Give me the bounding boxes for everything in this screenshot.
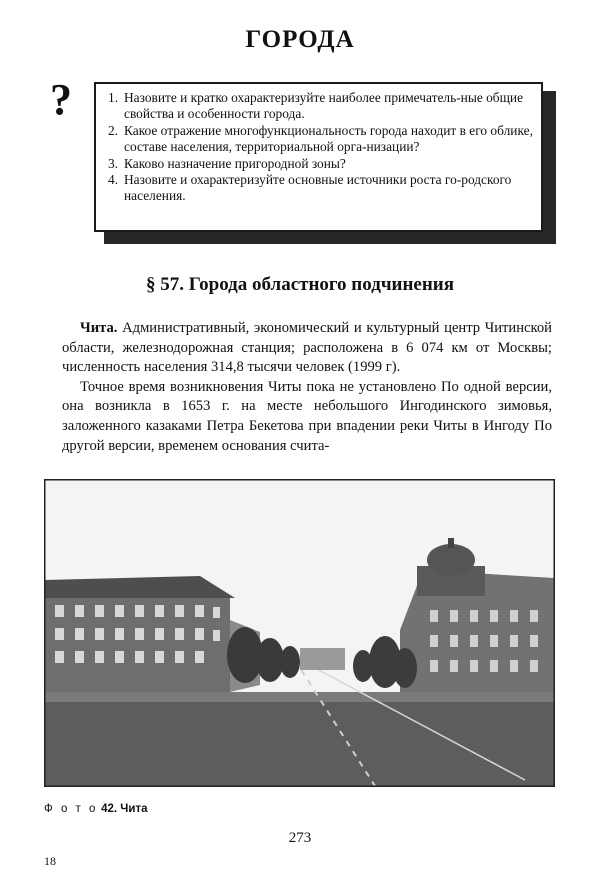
dome bbox=[427, 544, 475, 576]
photo-caption bbox=[44, 803, 147, 815]
body-text bbox=[62, 319, 552, 456]
printer-signature: 18 bbox=[44, 854, 56, 868]
left-building-windows bbox=[55, 605, 220, 663]
question-item bbox=[108, 172, 533, 205]
question-text: Назовите и охарактеризуйте основные источники роста го-родского населения. bbox=[124, 172, 512, 204]
paragraph-chita-intro bbox=[62, 319, 552, 378]
question-mark-icon: ? bbox=[50, 75, 72, 124]
road bbox=[45, 695, 554, 786]
caption-label: Ф о т о bbox=[44, 803, 98, 815]
question-number: 1. bbox=[108, 90, 119, 105]
question-item bbox=[108, 156, 533, 172]
question-text: Каково назначение пригородной зоны? bbox=[124, 155, 346, 171]
question-number: 2. bbox=[108, 122, 119, 138]
paragraph-text: Административный, экономический и культурный центр Читинской области, железнодорожная станция; расположена в 6 074 км от Москвы; численность населения 314,8 тысячи человек (1999 г). bbox=[62, 320, 552, 376]
paragraph-lead: Чита. bbox=[80, 320, 118, 336]
photo-chita-street bbox=[44, 479, 555, 787]
paragraph-history: Точное время возникновения Читы пока не установлено По одной версии, она возникла в 1653 г. на месте небольшого Ингодинского зимовья, заложенного казаками Петра Бекетова при впадении реки Читы в Ингоду По другой версии, временем основания счита- bbox=[62, 378, 552, 454]
street-photo-illustration bbox=[45, 480, 554, 786]
page-number: 273 bbox=[288, 830, 312, 846]
question-item bbox=[108, 123, 533, 156]
question-list bbox=[108, 90, 533, 205]
question-number: 3. bbox=[108, 155, 119, 171]
section-title: § 57. Города областного подчинения bbox=[145, 274, 455, 295]
chapter-title: ГОРОДА bbox=[245, 26, 355, 53]
caption-number: 42. bbox=[101, 803, 118, 815]
caption-name: Чита bbox=[120, 803, 148, 815]
question-number: 4. bbox=[108, 172, 119, 188]
question-box bbox=[94, 82, 543, 232]
question-text: Какое отражение многофункциональность города находит в его облике, составе населения, территориальной орга-низации? bbox=[124, 122, 533, 155]
question-text: Назовите и кратко охарактеризуйте наиболее примечатель-ные общие свойства и особенности города. bbox=[124, 90, 524, 122]
distant-buildings bbox=[300, 648, 345, 670]
question-item bbox=[108, 90, 533, 123]
